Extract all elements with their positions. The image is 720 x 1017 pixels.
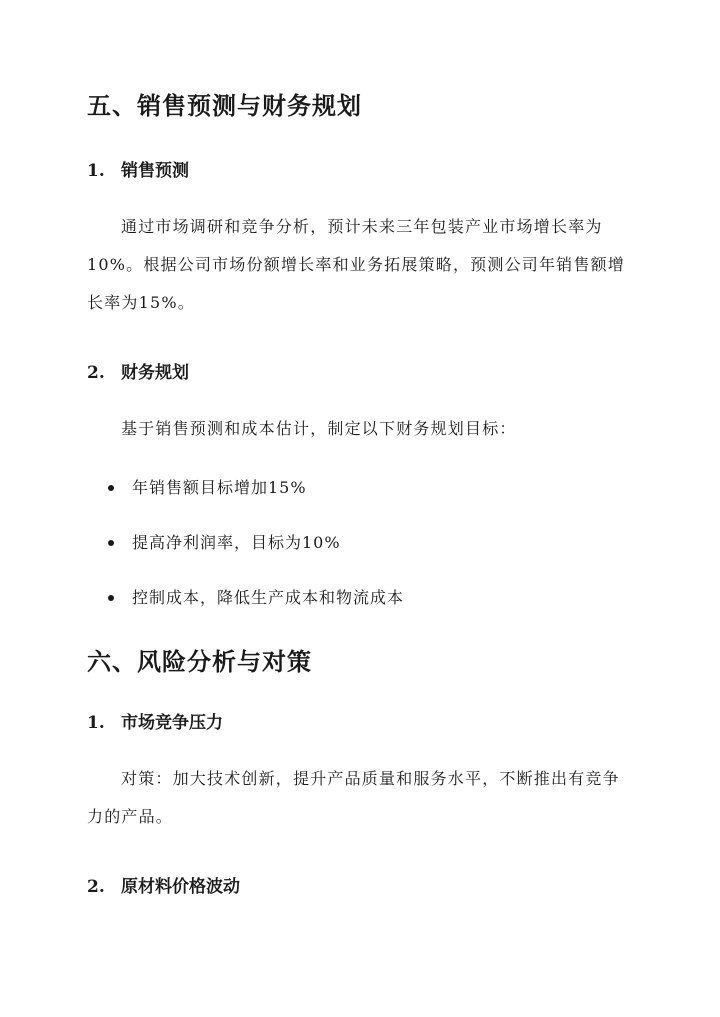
section-5-2-title: 财务规划 <box>121 363 189 383</box>
section-6-heading: 六、风险分析与对策 <box>87 647 312 676</box>
section-6-2-heading <box>87 872 240 897</box>
section-6-2-title: 原材料价格波动 <box>121 877 240 897</box>
bullet-dot-icon <box>108 485 114 491</box>
financial-goal-text: 控制成本，降低生产成本和物流成本 <box>132 588 405 607</box>
financial-goal-item <box>108 585 404 608</box>
section-6-1-title: 市场竞争压力 <box>121 713 223 733</box>
bullet-dot-icon <box>108 595 114 601</box>
bullet-dot-icon <box>108 540 114 546</box>
section-5-1-title: 销售预测 <box>121 161 189 181</box>
financial-goal-item <box>108 530 341 553</box>
section-5-1-number: 1. <box>87 161 105 181</box>
market-competition-countermeasure: 对策：加大技术创新，提升产品质量和服务水平，不断推出有竞争力的产品。 <box>87 769 620 826</box>
section-6-2-number: 2. <box>87 877 105 897</box>
section-5-heading: 五、销售预测与财务规划 <box>87 91 362 120</box>
sales-forecast-paragraph: 通过市场调研和竞争分析，预计未来三年包装产业市场增长率为10%。根据公司市场份额增长率和业务拓展策略，预测公司年销售额增长率为15%。 <box>87 217 625 312</box>
section-5-2-number: 2. <box>87 363 105 383</box>
section-6-1-number: 1. <box>87 713 105 733</box>
section-6-1-heading <box>87 708 223 733</box>
financial-plan-intro: 基于销售预测和成本估计，制定以下财务规划目标： <box>121 419 517 438</box>
section-5-2-heading <box>87 358 189 383</box>
financial-goal-text: 年销售额目标增加15% <box>132 478 307 497</box>
financial-goal-text: 提高净利润率，目标为10% <box>132 533 341 552</box>
section-5-1-heading <box>87 156 189 181</box>
financial-goal-item <box>108 475 307 498</box>
